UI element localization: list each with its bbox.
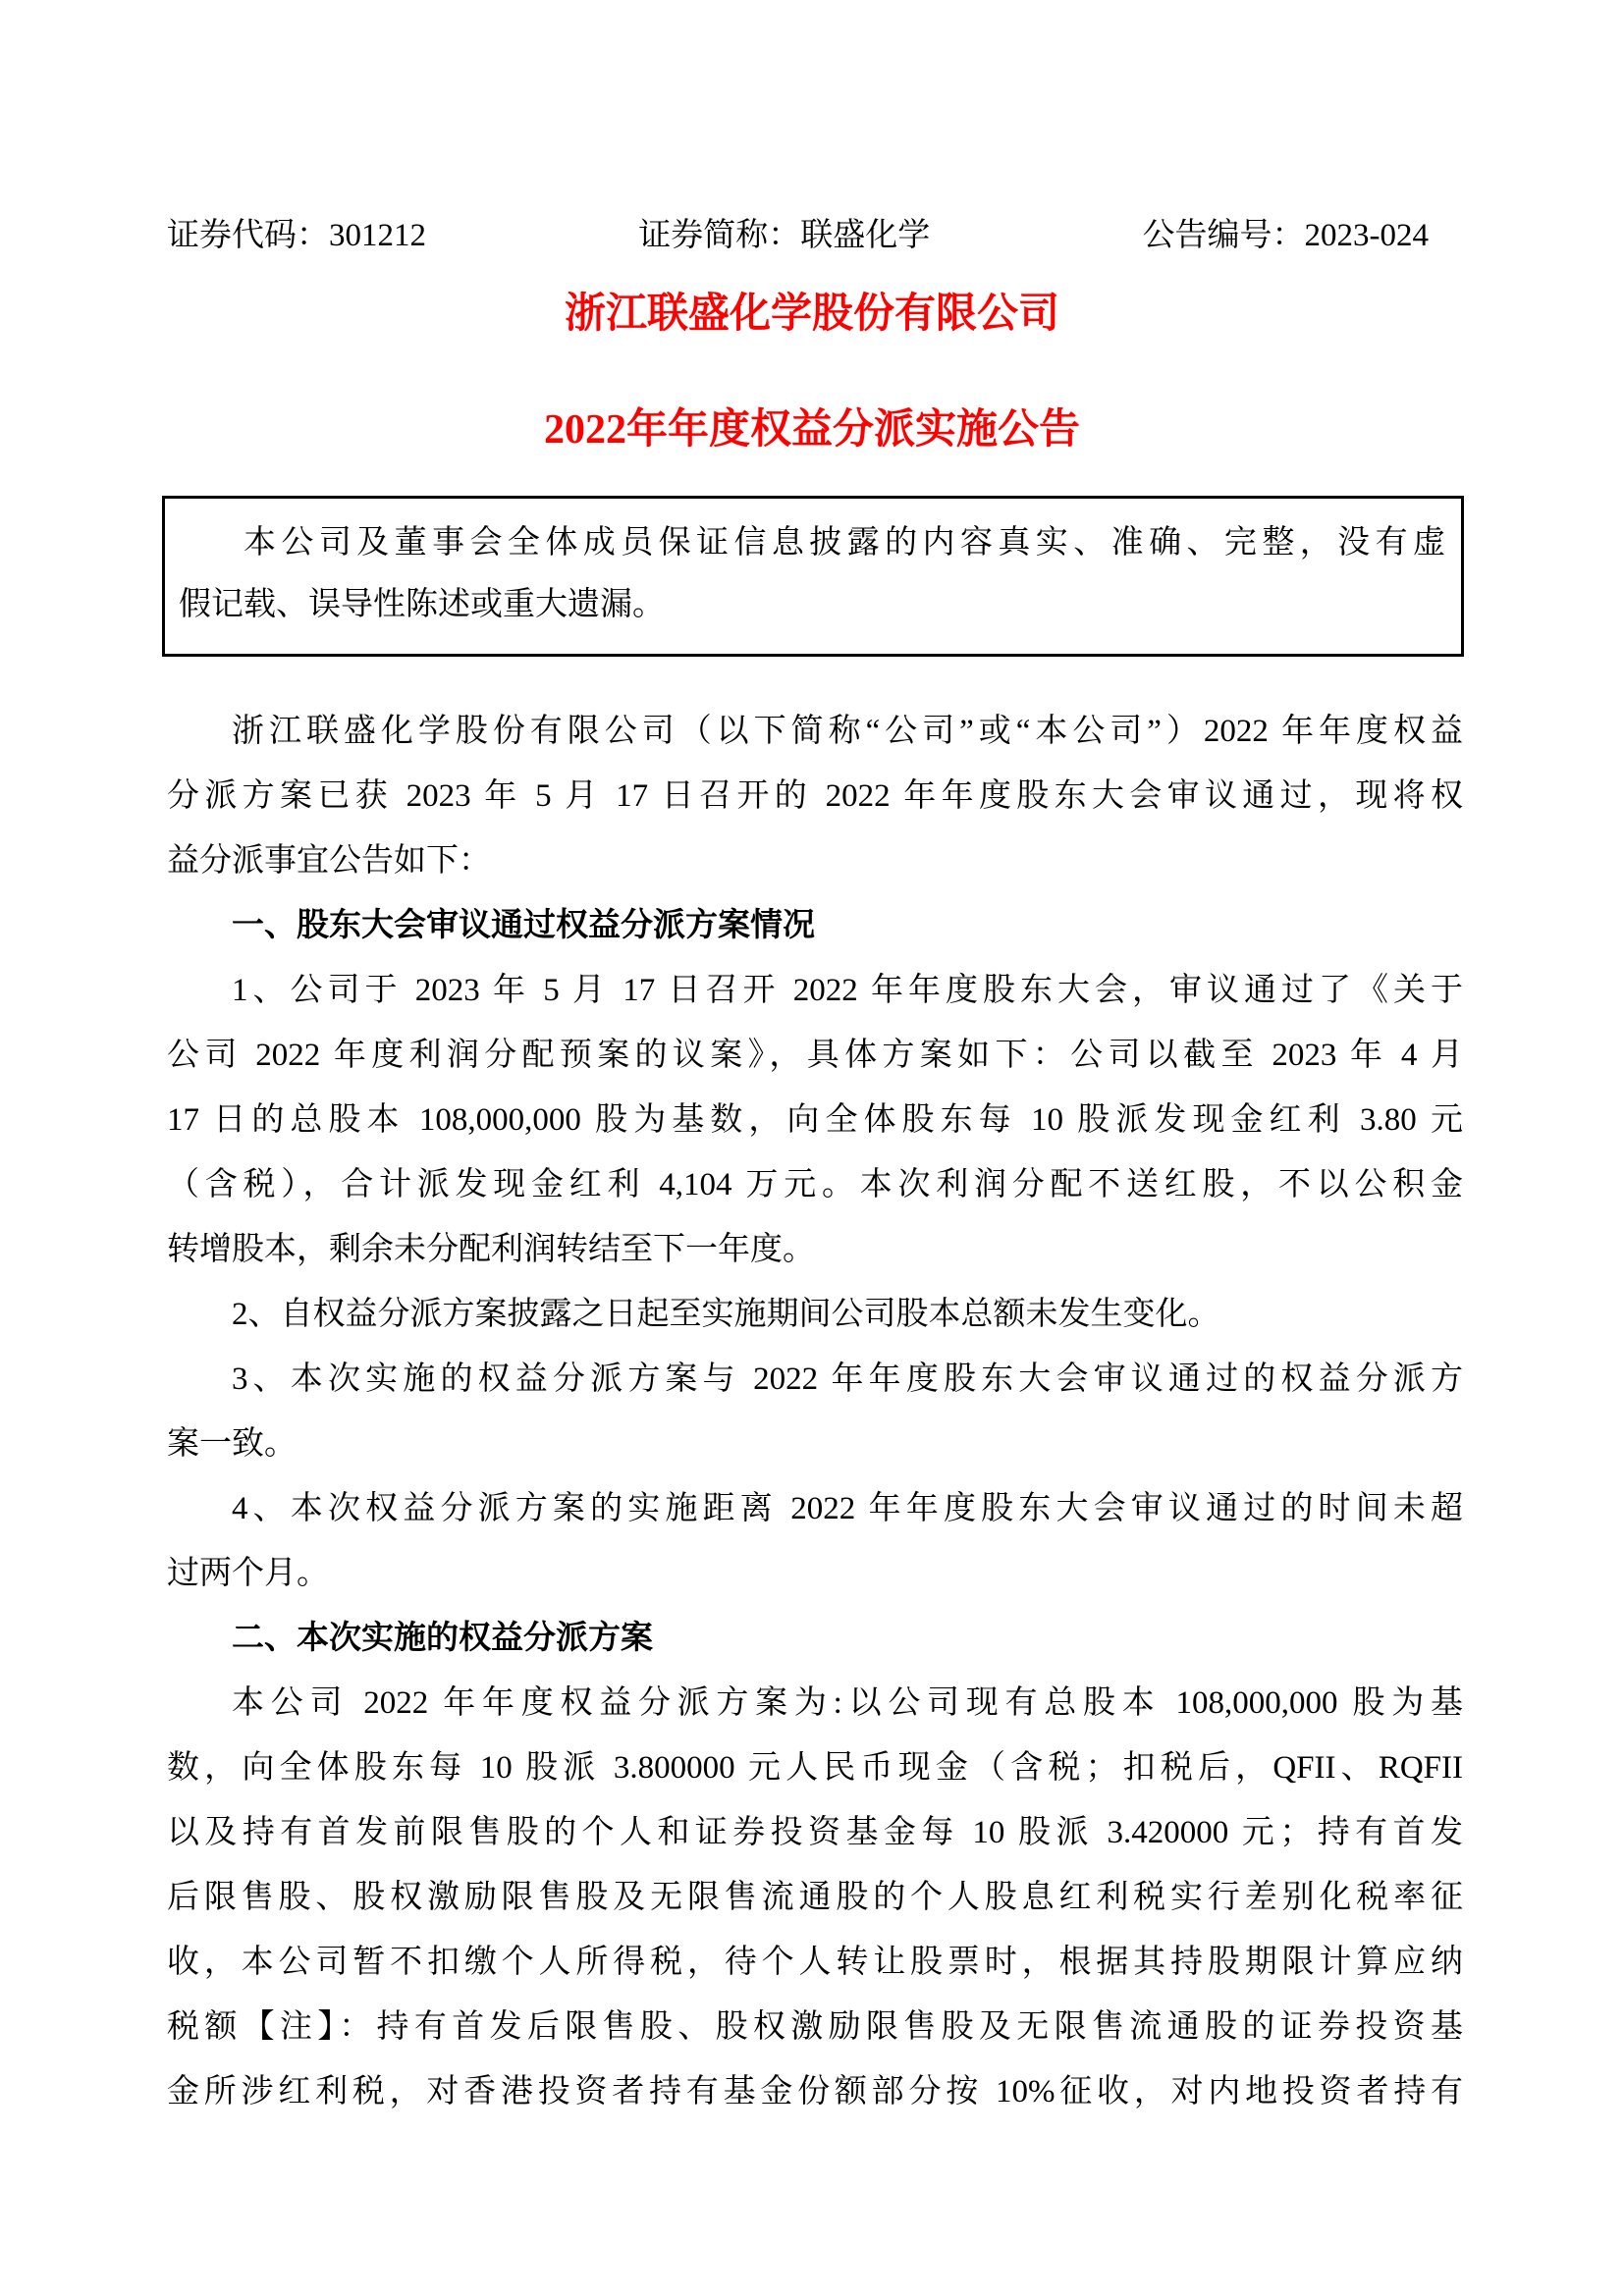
section-heading: 一、股东大会审议通过权益分派方案情况 (232, 908, 815, 943)
body-line: 收，本公司暂不扣缴个人所得税，待个人转让股票时，根据其持股期限计算应纳 (167, 1945, 1463, 1980)
disclaimer-box (162, 496, 1464, 657)
body-content (167, 699, 1463, 2124)
body-line: 金所涉红利税，对香港投资者持有基金份额部分按 10%征收，对内地投资者持有 (167, 2074, 1463, 2109)
body-line: 3、本次实施的权益分派方案与 2022 年年度股东大会审议通过的权益分派方 (232, 1362, 1463, 1397)
body-line: 数，向全体股东每 10 股派 3.800000 元人民币现金（含税；扣税后，QFII、RQFII (167, 1750, 1463, 1786)
body-line: 益分派事宜公告如下： (167, 843, 491, 879)
body-line: 分派方案已获 2023 年 5 月 17 日召开的 2022 年年度股东大会审议通过，现将权 (167, 778, 1463, 814)
document-header (167, 216, 1429, 255)
body-line: 2、自权益分派方案披露之日起至实施期间公司股本总额未发生变化。 (232, 1297, 1220, 1332)
body-line: 17 日的总股本 108,000,000 股为基数，向全体股东每 10 股派发现金红利 3.80 元 (167, 1102, 1463, 1138)
body-line: 以及持有首发前限售股的个人和证券投资基金每 10 股派 3.420000 元；持有首发 (167, 1815, 1463, 1850)
announcement-number: 公告编号：2023-024 (1142, 218, 1429, 253)
stock-abbr: 证券简称：联盛化学 (638, 218, 931, 253)
body-line: 公司 2022 年度利润分配预案的议案》，具体方案如下：公司以截至 2023 年 4 月 (167, 1038, 1464, 1073)
body-line: 假记载、误导性陈述或重大遗漏。 (179, 587, 665, 622)
announcement-title: 2022年年度权益分派实施公告 (543, 407, 1080, 453)
body-line: 4、本次权益分派方案的实施距离 2022 年年度股东大会审议通过的时间未超 (232, 1491, 1463, 1526)
section-heading: 二、本次实施的权益分派方案 (232, 1621, 653, 1656)
company-title: 浙江联盛化学股份有限公司 (564, 292, 1059, 337)
stock-code: 证券代码：301212 (167, 218, 426, 253)
body-line: 案一致。 (167, 1426, 297, 1462)
body-line: 后限售股、股权激励限售股及无限售流通股的个人股息红利税实行差别化税率征 (167, 1880, 1463, 1915)
body-line: 本公司及董事会全体成员保证信息披露的内容真实、准确、完整，没有虚 (244, 525, 1445, 561)
body-line: 转增股本，剩余未分配利润转结至下一年度。 (167, 1232, 815, 1267)
body-line: 浙江联盛化学股份有限公司（以下简称“公司”或“本公司”）2022 年年度权益 (232, 714, 1463, 749)
body-line: （含税），合计派发现金红利 4,104 万元。本次利润分配不送红股，不以公积金 (167, 1167, 1463, 1202)
body-line: 本公司 2022 年年度权益分派方案为:以公司现有总股本 108,000,000 股为基 (232, 1685, 1463, 1721)
body-line: 过两个月。 (167, 1556, 329, 1591)
body-line: 税额【注】：持有首发后限售股、股权激励限售股及无限售流通股的证券投资基 (167, 2009, 1463, 2045)
body-line: 1、公司于 2023 年 5 月 17 日召开 2022 年年度股东大会，审议通过了《关于 (232, 973, 1463, 1008)
